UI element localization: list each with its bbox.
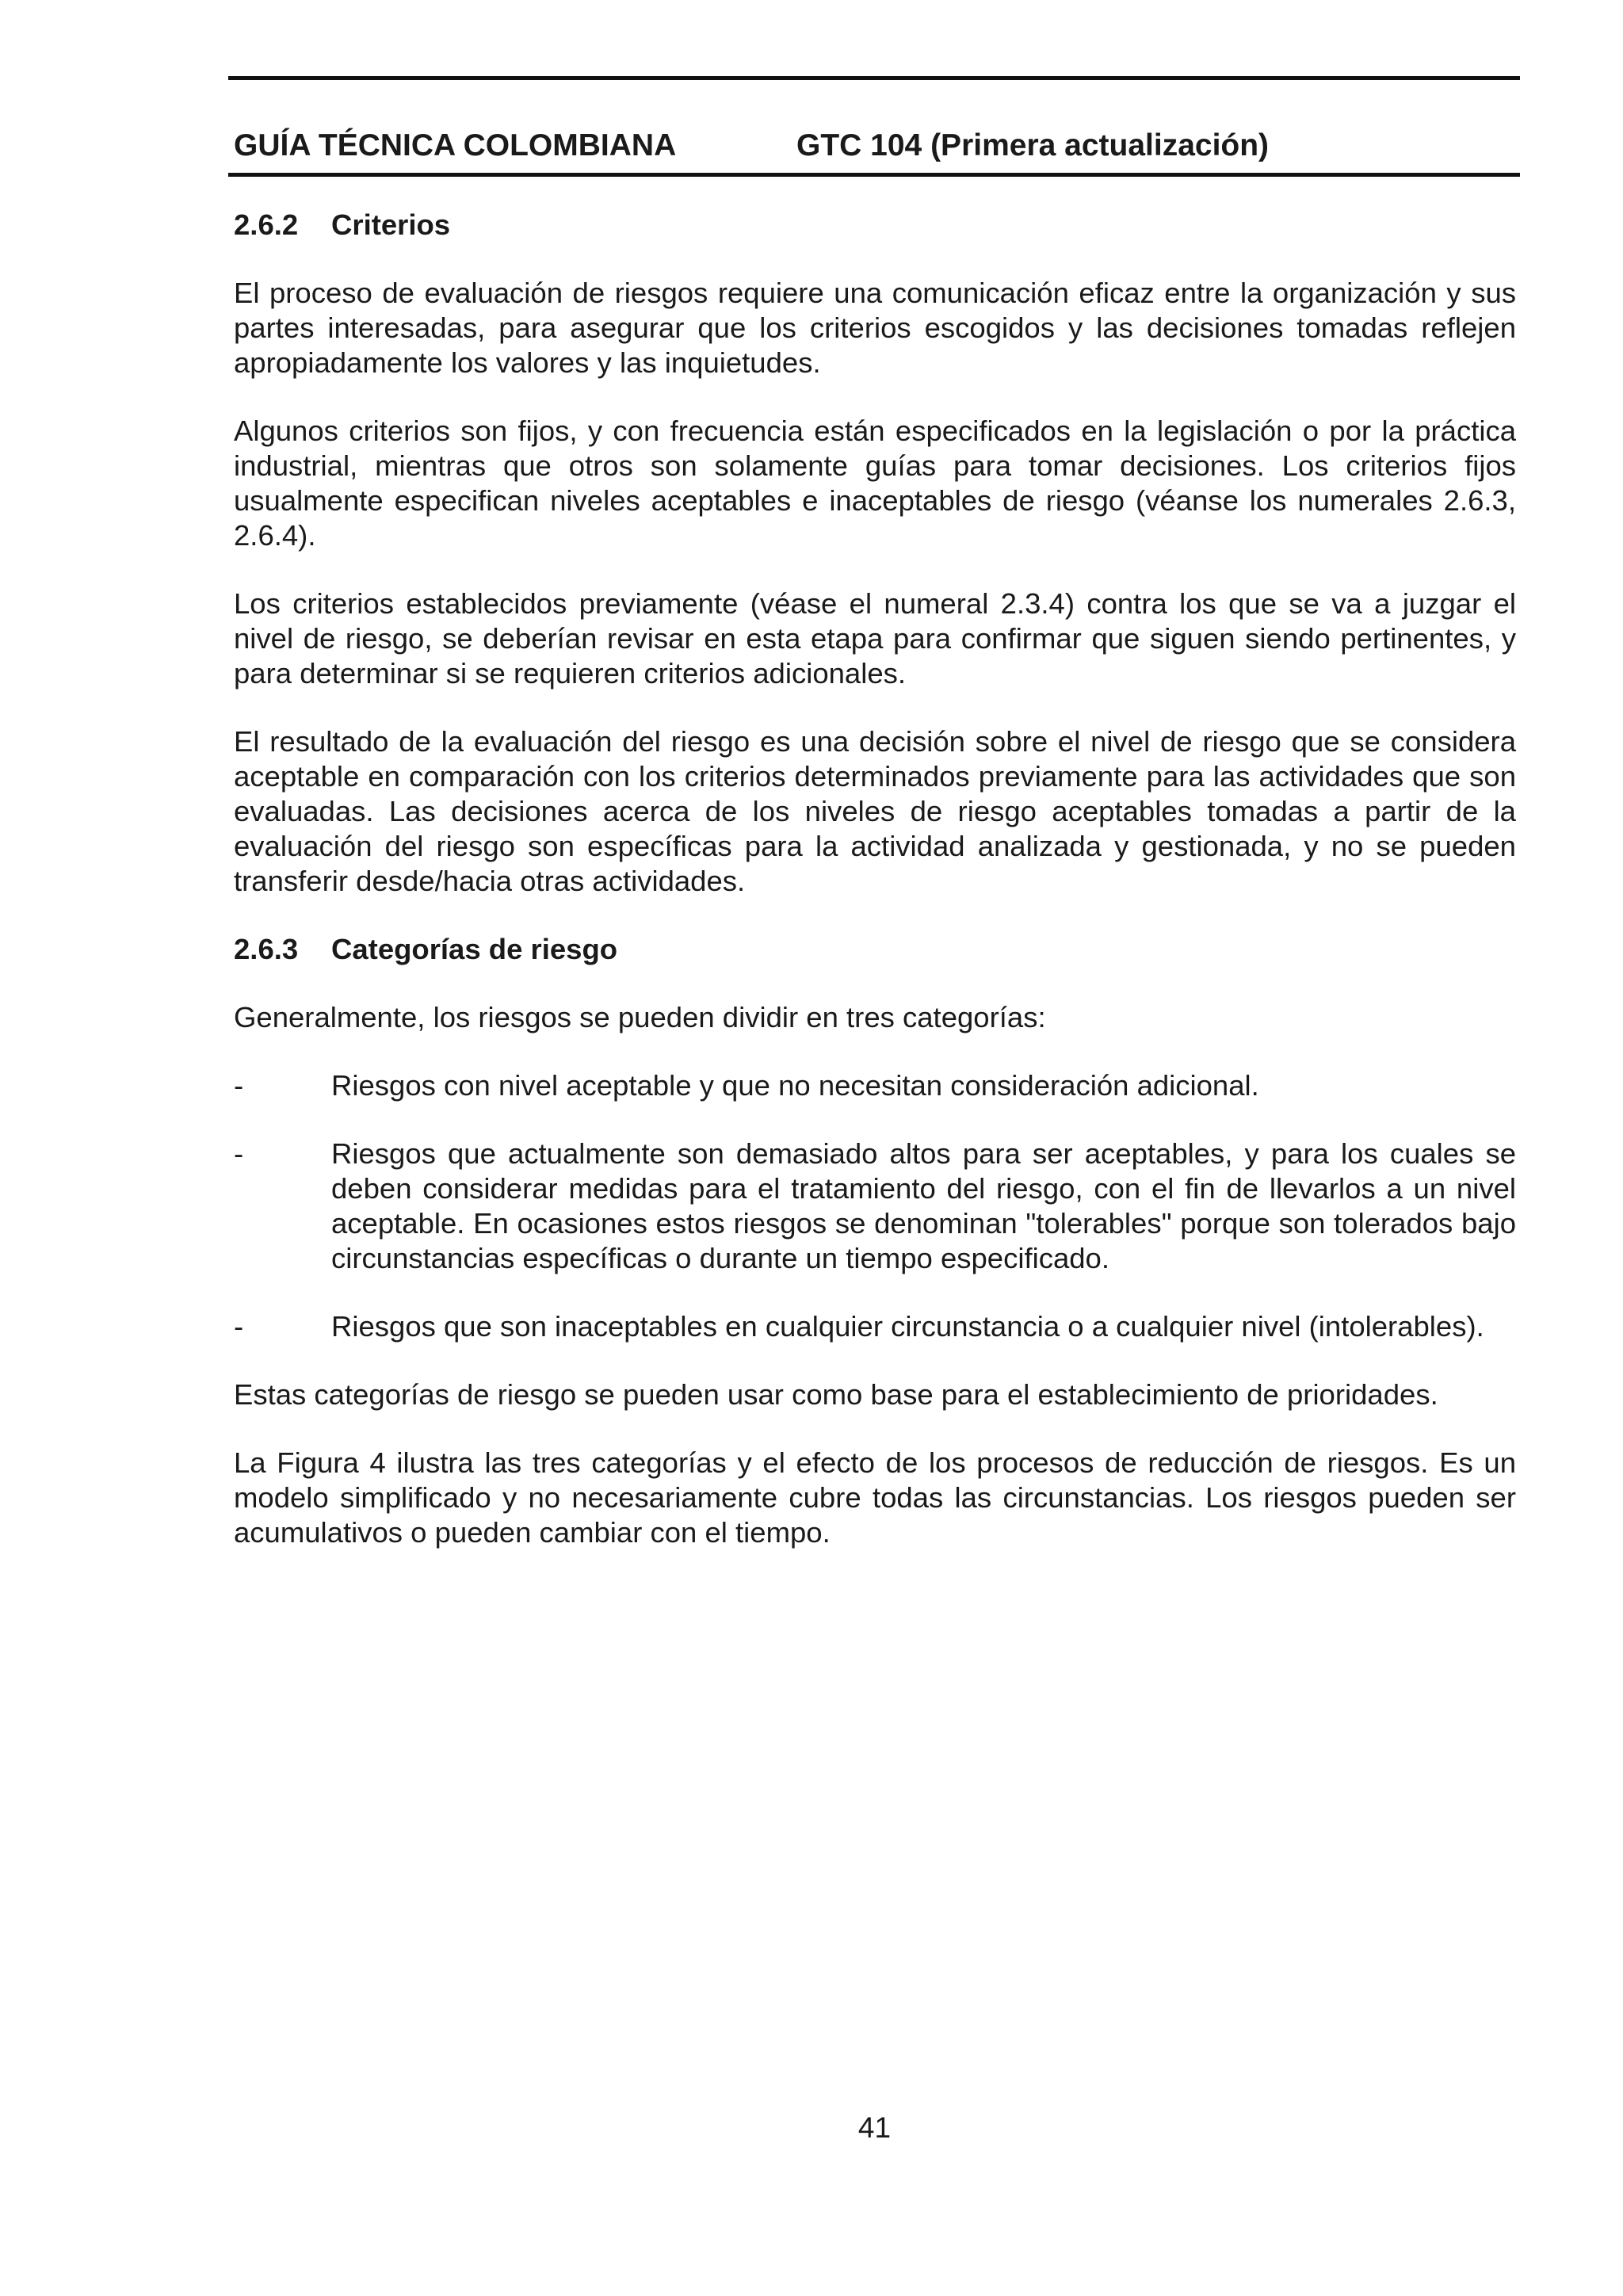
paragraph: Los criterios establecidos previamente (véase el numeral 2.3.4) contra los que se va a juzgar el nivel de riesgo, se deberían revisar en esta etapa para confirmar que siguen siendo pertinentes, y para determinar si se requieren criterios adicionales.: [234, 587, 1516, 690]
section-number: 2.6.3: [234, 933, 299, 965]
section-heading-criterios: [234, 208, 1516, 243]
paragraph: El resultado de la evaluación del riesgo es una decisión sobre el nivel de riesgo que se considera aceptable en comparación con los criterios determinados previamente para las actividades que son evaluadas. Las decisiones acerca de los niveles de riesgo aceptables tomadas a partir de la evaluación del riesgo son específicas para la actividad analizada y gestionada, y no se pueden transferir desde/hacia otras actividades.: [234, 725, 1516, 897]
list-dash: -: [234, 1137, 244, 1170]
section-number: 2.6.2: [234, 208, 299, 241]
header-top-rule: [228, 76, 1520, 80]
header-bottom-rule: [228, 173, 1520, 177]
paragraph: Algunos criterios son fijos, y con frecuencia están especificados en la legislación o por la práctica industrial, mientras que otros son solamente guías para tomar decisiones. Los criterios fijos usualmente especifican niveles aceptables e inaceptables de riesgo (véanse los numerales 2.6.3, 2.6.4).: [234, 415, 1516, 552]
header-standard-title: GUÍA TÉCNICA COLOMBIANA: [234, 128, 677, 162]
paragraph: Generalmente, los riesgos se pueden dividir en tres categorías:: [234, 1001, 1046, 1033]
list-item: [234, 1137, 1516, 1276]
section-heading-categorias-de-riesgo: [234, 932, 1516, 967]
list-item: [234, 1309, 1516, 1344]
list-item-text: Riesgos que son inaceptables en cualquier circunstancia o a cualquier nivel (intolerables).: [331, 1310, 1484, 1343]
list-dash: -: [234, 1069, 244, 1102]
paragraph: La Figura 4 ilustra las tres categorías y el efecto de los procesos de reducción de riesgos. Es un modelo simplificado y no necesariamente cubre todas las circunstancias. Los riesgos pueden ser acumulativos o pueden cambiar con el tiempo.: [234, 1446, 1516, 1549]
page-number: 41: [857, 2111, 892, 2144]
list-item-text: Riesgos que actualmente son demasiado altos para ser aceptables, y para los cuales se deben considerar medidas para el tratamiento del riesgo, con el fin de llevarlos a un nivel aceptable. En ocasiones estos riesgos se denominan "tolerables" porque son tolerados bajo circunstancias específicas o durante un tiempo especificado.: [331, 1137, 1516, 1274]
section-title: Categorías de riesgo: [331, 933, 618, 965]
list-dash: -: [234, 1310, 244, 1343]
header-document-code: GTC 104 (Primera actualización): [796, 128, 1270, 162]
paragraph: El proceso de evaluación de riesgos requiere una comunicación eficaz entre la organización y sus partes interesadas, para asegurar que los criterios escogidos y las decisiones tomadas reflejen apropiadamente los valores y las inquietudes.: [234, 277, 1516, 379]
list-item: [234, 1068, 1516, 1103]
document-body: [234, 208, 1516, 1584]
paragraph: Estas categorías de riesgo se pueden usar como base para el establecimiento de prioridades.: [234, 1378, 1438, 1411]
list-item-text: Riesgos con nivel aceptable y que no necesitan consideración adicional.: [331, 1069, 1259, 1102]
section-title: Criterios: [331, 208, 451, 241]
